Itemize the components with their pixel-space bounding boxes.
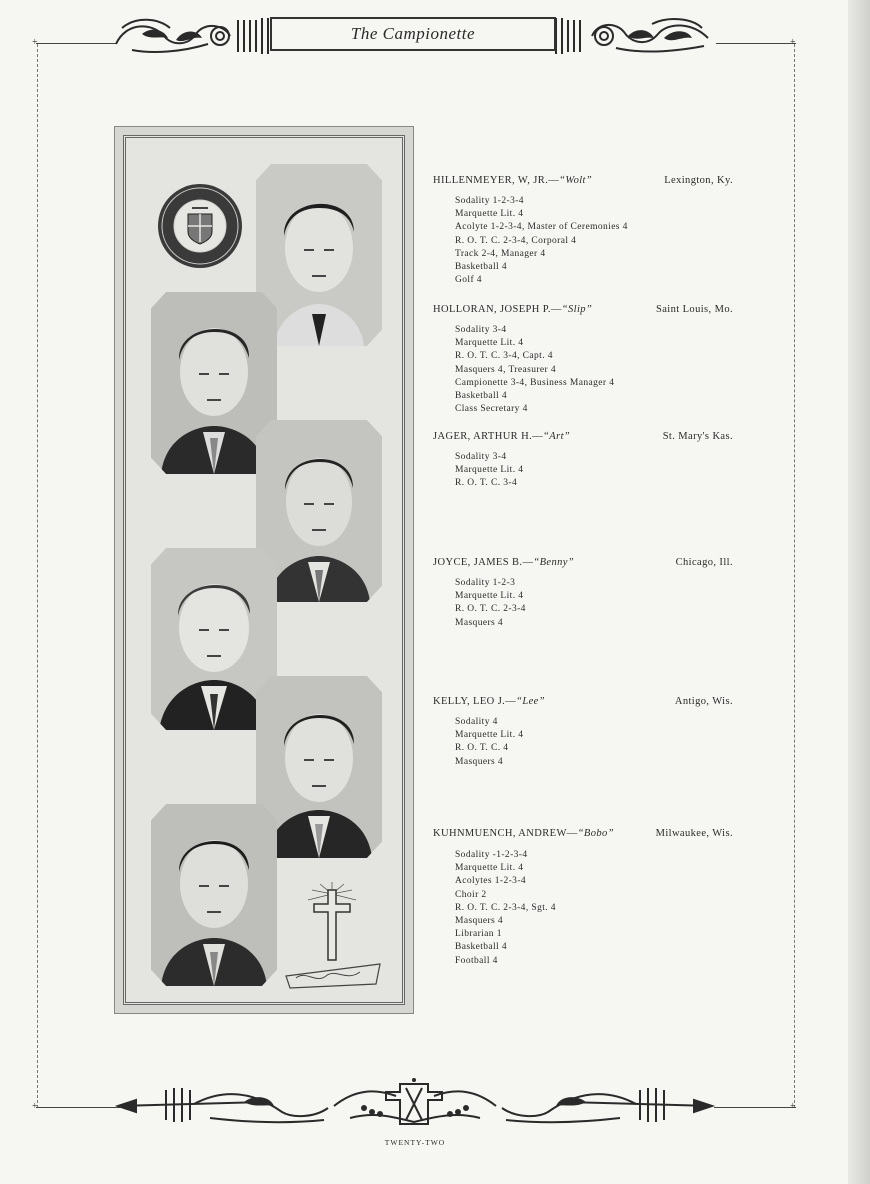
activity-item: Sodality 4 xyxy=(455,717,498,727)
student-hometown: Milwaukee, Wis. xyxy=(655,828,733,839)
campion-college-seal xyxy=(156,182,244,270)
activity-item: Marquette Lit. 4 xyxy=(455,338,524,349)
rule-end-mark: + xyxy=(790,1101,796,1112)
activities-list-4 xyxy=(455,577,526,630)
student-name: KUHNMUENCH, ANDREW xyxy=(433,828,567,839)
activity-item: R. O. T. C. 3-4 xyxy=(455,478,518,489)
cross-emblem xyxy=(276,880,388,992)
activity-item: Class Secretary 4 xyxy=(455,404,528,415)
entry-heading-6: KUHNMUENCH, ANDREW—“Bobo” Milwaukee, Wis. xyxy=(433,828,733,839)
activity-item: Basketball 4 xyxy=(455,942,508,953)
student-name: HILLENMEYER, W, JR. xyxy=(433,175,549,186)
entry-heading-3: JAGER, ARTHUR H.—“Art” St. Mary's Kas. xyxy=(433,431,733,442)
activity-item: Acolyte 1-2-3-4, Master of Ceremonies 4 xyxy=(455,222,628,233)
page-edge-shadow xyxy=(848,0,870,1184)
activity-item: Basketball 4 xyxy=(455,262,508,273)
student-name: KELLY, LEO J. xyxy=(433,696,506,707)
student-nickname: “Lee” xyxy=(516,696,545,707)
page-number: TWENTY-TWO xyxy=(384,1138,446,1147)
running-header-title: The Campionette xyxy=(350,24,476,43)
footer-rule-left xyxy=(36,1107,120,1108)
student-hometown: St. Mary's Kas. xyxy=(662,431,733,442)
activities-list-2 xyxy=(455,324,614,416)
rule-end-mark: + xyxy=(790,37,796,48)
activity-item: Marquette Lit. 4 xyxy=(455,863,524,874)
student-nickname: “Benny” xyxy=(533,557,575,568)
student-name: JAGER, ARTHUR H. xyxy=(433,431,533,442)
portrait-panel xyxy=(114,126,414,1014)
activity-item: Marquette Lit. 4 xyxy=(455,730,524,741)
activity-item: Sodality 1-2-3 xyxy=(455,578,516,588)
student-name: HOLLORAN, JOSEPH P. xyxy=(433,304,551,315)
student-hometown: Lexington, Ky. xyxy=(664,175,733,186)
activity-item: Choir 2 xyxy=(455,889,487,900)
activities-list-5 xyxy=(455,716,523,769)
activity-item: Marquette Lit. 4 xyxy=(455,591,524,602)
activity-item: Sodality 1-2-3-4 xyxy=(455,196,524,206)
activities-list-1 xyxy=(455,195,628,287)
student-hometown: Antigo, Wis. xyxy=(674,696,733,707)
activity-item: R. O. T. C. 4 xyxy=(455,743,509,754)
activity-item: Masquers 4 xyxy=(455,617,504,628)
activity-item: Masquers 4 xyxy=(455,756,504,767)
activity-item: R. O. T. C. 2-3-4, Corporal 4 xyxy=(455,235,577,246)
portrait-photo-kuhnmuench xyxy=(151,804,277,986)
portrait-panel-inner-frame xyxy=(123,135,405,1005)
student-nickname: “Bobo” xyxy=(577,828,614,839)
student-hometown: Chicago, Ill. xyxy=(675,557,733,568)
activity-item: Football 4 xyxy=(455,955,498,966)
entry-heading-1: HILLENMEYER, W, JR.—“Wolt” Lexington, Ky. xyxy=(433,175,733,186)
student-nickname: “Art” xyxy=(543,431,571,442)
activity-item: Sodality -1-2-3-4 xyxy=(455,850,528,860)
activity-item: R. O. T. C. 2-3-4, Sgt. 4 xyxy=(455,902,556,913)
activity-item: Campionette 3-4, Business Manager 4 xyxy=(455,377,615,388)
activity-item: Librarian 1 xyxy=(455,929,502,940)
activity-item: Sodality 3-4 xyxy=(455,452,507,462)
entry-heading-2: HOLLORAN, JOSEPH P.—“Slip” Saint Louis, Mo. xyxy=(433,304,733,315)
activity-item: Sodality 3-4 xyxy=(455,325,507,335)
activity-item: R. O. T. C. 2-3-4 xyxy=(455,604,526,615)
rule-end-mark: + xyxy=(32,1101,38,1112)
activity-item: Golf 4 xyxy=(455,275,482,286)
activity-item: Masquers 4, Treasurer 4 xyxy=(455,364,557,375)
activity-item: Track 2-4, Manager 4 xyxy=(455,248,546,259)
activities-list-6 xyxy=(455,849,556,968)
footer-rule-right xyxy=(714,1107,796,1108)
activity-item: Acolytes 1-2-3-4 xyxy=(455,876,527,887)
activities-list-3 xyxy=(455,451,523,491)
entry-heading-4: JOYCE, JAMES B.—“Benny” Chicago, Ill. xyxy=(433,557,733,568)
student-nickname: “Slip” xyxy=(561,304,593,315)
activity-item: R. O. T. C. 3-4, Capt. 4 xyxy=(455,351,553,362)
student-nickname: “Wolt” xyxy=(559,175,593,186)
activity-item: Basketball 4 xyxy=(455,391,508,402)
student-hometown: Saint Louis, Mo. xyxy=(656,304,733,315)
footer-ornament-lances-and-cross xyxy=(114,1078,716,1128)
activity-item: Marquette Lit. 4 xyxy=(455,209,524,220)
rule-end-mark: + xyxy=(32,37,38,48)
activity-item: Masquers 4 xyxy=(455,916,504,927)
activity-item: Marquette Lit. 4 xyxy=(455,465,524,476)
student-name: JOYCE, JAMES B. xyxy=(433,557,523,568)
entry-heading-5: KELLY, LEO J.—“Lee” Antigo, Wis. xyxy=(433,696,733,707)
